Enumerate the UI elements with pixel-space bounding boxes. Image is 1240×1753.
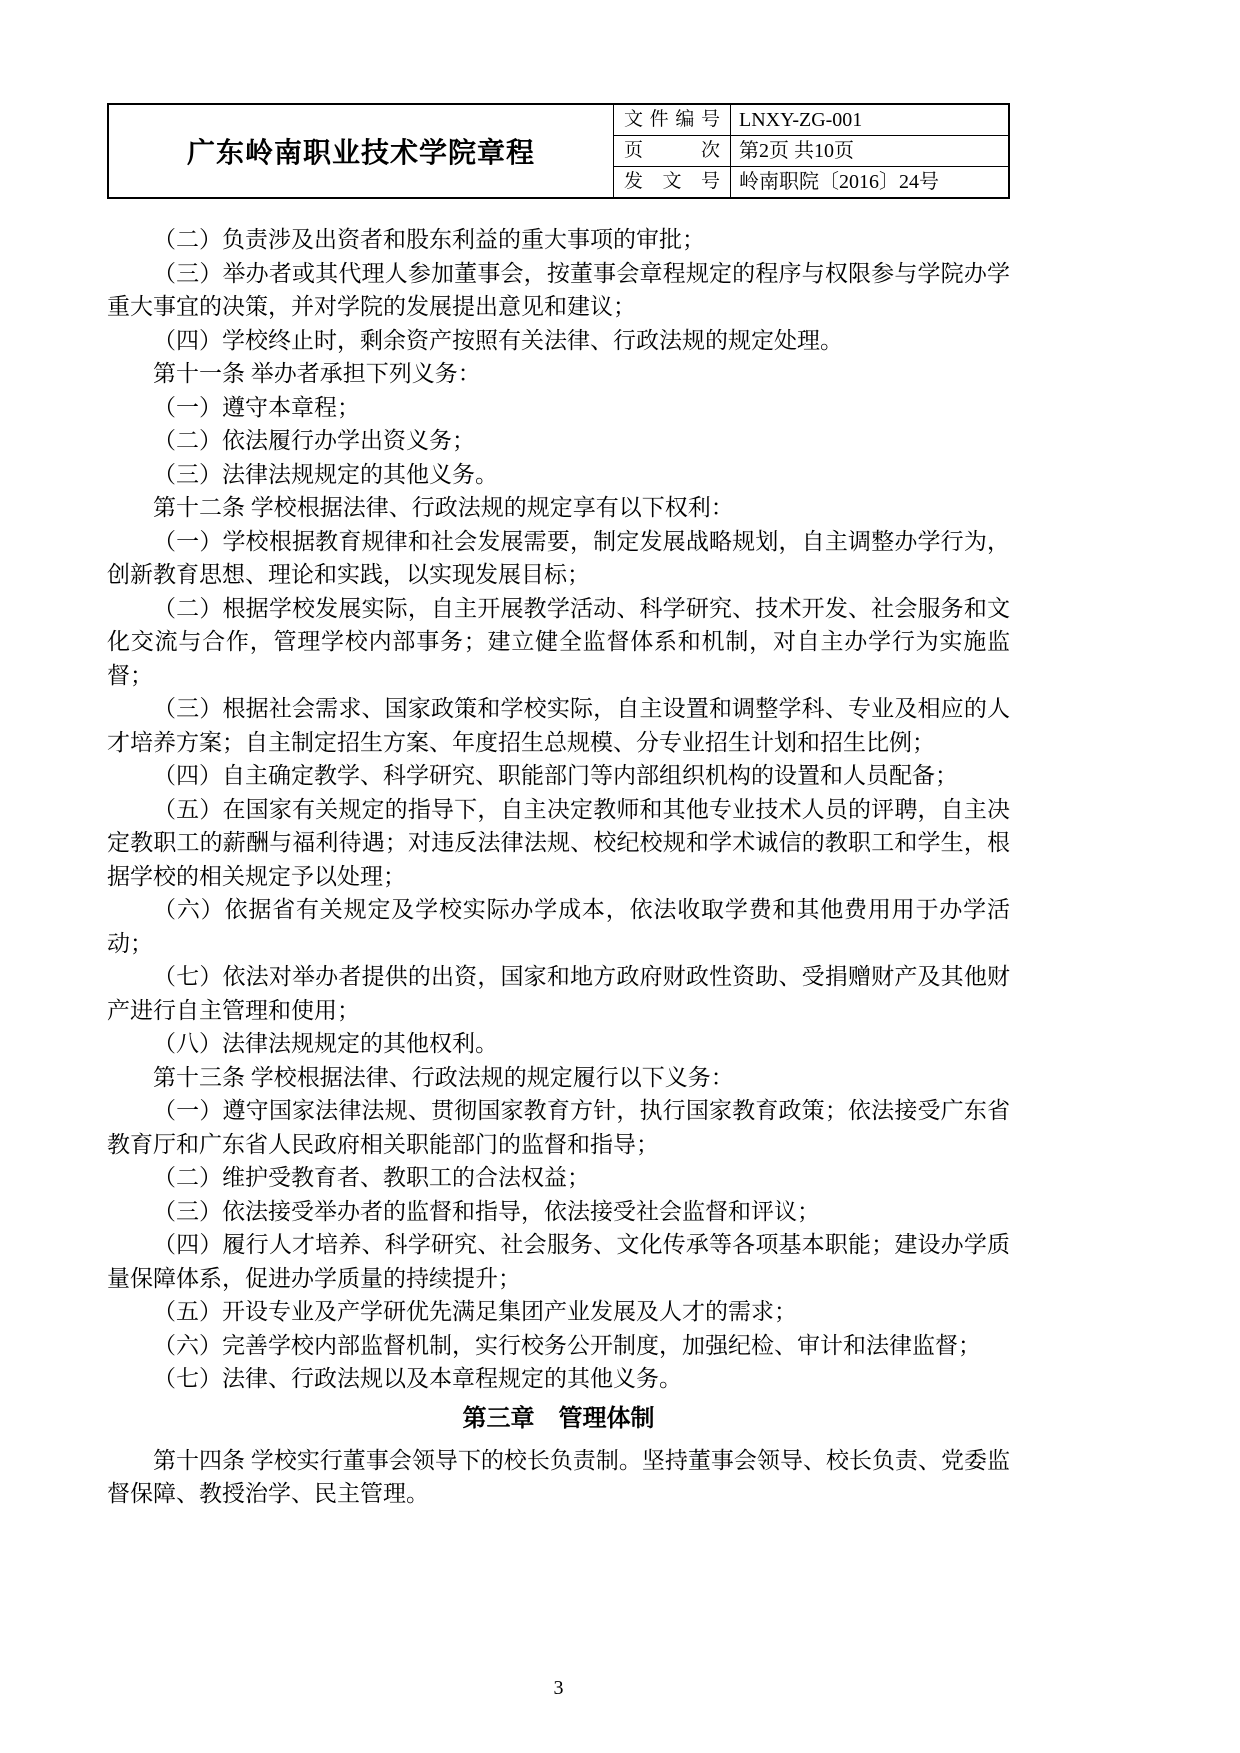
body-paragraph: （一）遵守本章程； xyxy=(153,394,360,420)
body-paragraph: （三）依法接受举办者的监督和指导，依法接受社会监督和评议； xyxy=(153,1198,820,1224)
body-paragraph: （二）负责涉及出资者和股东利益的重大事项的审批； xyxy=(153,227,705,252)
document-title: 广东岭南职业技术学院章程 xyxy=(186,137,535,168)
body-paragraph: （六）完善学校内部监督机制，实行校务公开制度，加强纪检、审计和法律监督； xyxy=(153,1332,981,1358)
header-field-label-doc-number: 文件编号 xyxy=(613,105,730,135)
body-paragraph: （一）遵守国家法律法规、贯彻国家教育方针，执行国家教育政策；依法接受广东省教育厅和广东省人民政府相关职能部门的监督和指导； xyxy=(107,1098,1010,1157)
body-paragraph: （五）开设专业及产学研优先满足集团产业发展及人才的需求； xyxy=(153,1299,797,1324)
body-paragraph: （二）根据学校发展实际，自主开展教学活动、科学研究、技术开发、社会服务和文化交流与合作，管理学校内部事务；建立健全监督体系和机制，对自主办学行为实施监督； xyxy=(107,595,1010,688)
body-paragraph: （三）举办者或其代理人参加董事会，按董事会章程规定的程序与权限参与学院办学重大事宜的决策，并对学院的发展提出意见和建议； xyxy=(107,260,1010,319)
header-field-value-page: 第2页 共10页 xyxy=(730,135,1008,166)
header-field-value-issue-number: 岭南职院〔2016〕24号 xyxy=(730,166,1008,197)
header-field-label-page: 页次 xyxy=(613,135,730,166)
body-paragraph: （七）依法对举办者提供的出资，国家和地方政府财政性资助、受捐赠财产及其他财产进行自主管理和使用； xyxy=(107,964,1010,1023)
document-header-table xyxy=(107,103,1010,199)
body-paragraph: （六）依据省有关规定及学校实际办学成本，依法收取学费和其他费用用于办学活动； xyxy=(107,897,1010,956)
body-paragraph-article-13: 第十三条 学校根据法律、行政法规的规定履行以下义务： xyxy=(153,1064,734,1090)
body-paragraph-article-11: 第十一条 举办者承担下列义务： xyxy=(153,361,481,386)
page-number: 3 xyxy=(553,1677,564,1699)
body-paragraph: （四）履行人才培养、科学研究、社会服务、文化传承等各项基本职能；建设办学质量保障体系，促进办学质量的持续提升； xyxy=(107,1232,1010,1291)
body-paragraph-article-14: 第十四条 学校实行董事会领导下的校长负责制。坚持董事会领导、校长负责、党委监督保障、教授治学、民主管理。 xyxy=(107,1447,1010,1506)
body-paragraph: （四）学校终止时，剩余资产按照有关法律、行政法规的规定处理。 xyxy=(153,327,843,353)
document-body xyxy=(107,223,1010,1511)
body-paragraph: （二）依法履行办学出资义务； xyxy=(153,428,475,453)
header-field-label-issue-number: 发文号 xyxy=(613,166,730,197)
body-paragraph: （四）自主确定教学、科学研究、职能部门等内部组织机构的设置和人员配备； xyxy=(153,763,958,788)
body-paragraph: （三）根据社会需求、国家政策和学校实际，自主设置和调整学科、专业及相应的人才培养方案；自主制定招生方案、年度招生总规模、分专业招生计划和招生比例； xyxy=(107,696,1010,755)
body-paragraph: （七）法律、行政法规以及本章程规定的其他义务。 xyxy=(153,1366,682,1391)
body-paragraph: （五）在国家有关规定的指导下，自主决定教师和其他专业技术人员的评聘，自主决定教职工的薪酬与福利待遇；对违反法律法规、校纪校规和学术诚信的教职工和学生，根据学校的相关规定予以处理； xyxy=(107,796,1010,889)
header-field-value-doc-number: LNXY-ZG-001 xyxy=(730,105,1008,135)
body-paragraph: （三）法律法规规定的其他义务。 xyxy=(153,461,498,487)
body-paragraph: （八）法律法规规定的其他权利。 xyxy=(153,1031,498,1056)
document-page xyxy=(107,103,1010,1511)
body-paragraph: （一）学校根据教育规律和社会发展需要，制定发展战略规划，自主调整办学行为，创新教育思想、理论和实践，以实现发展目标； xyxy=(107,528,1010,587)
body-paragraph: （二）维护受教育者、教职工的合法权益； xyxy=(153,1165,590,1190)
chapter-heading: 第三章 管理体制 xyxy=(462,1404,655,1432)
body-paragraph-article-12: 第十二条 学校根据法律、行政法规的规定享有以下权利： xyxy=(153,495,734,520)
